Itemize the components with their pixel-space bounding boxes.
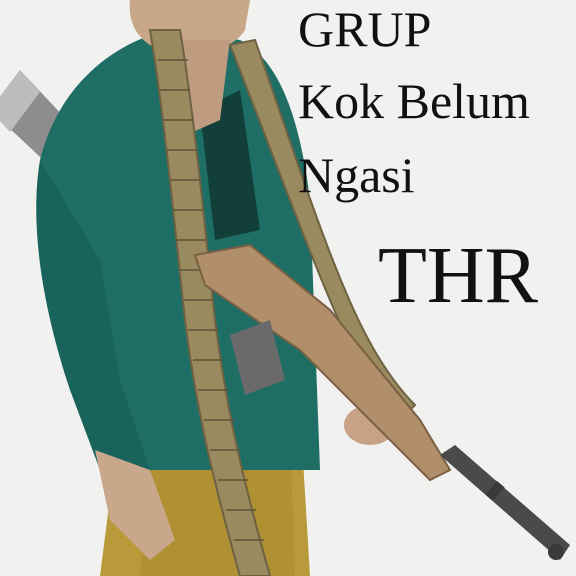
caption-line-4: THR — [378, 232, 538, 320]
caption-line-3: Ngasi — [298, 147, 415, 203]
caption-line-1: GRUP — [298, 1, 432, 57]
caption-line-2: Kok Belum — [298, 73, 530, 129]
